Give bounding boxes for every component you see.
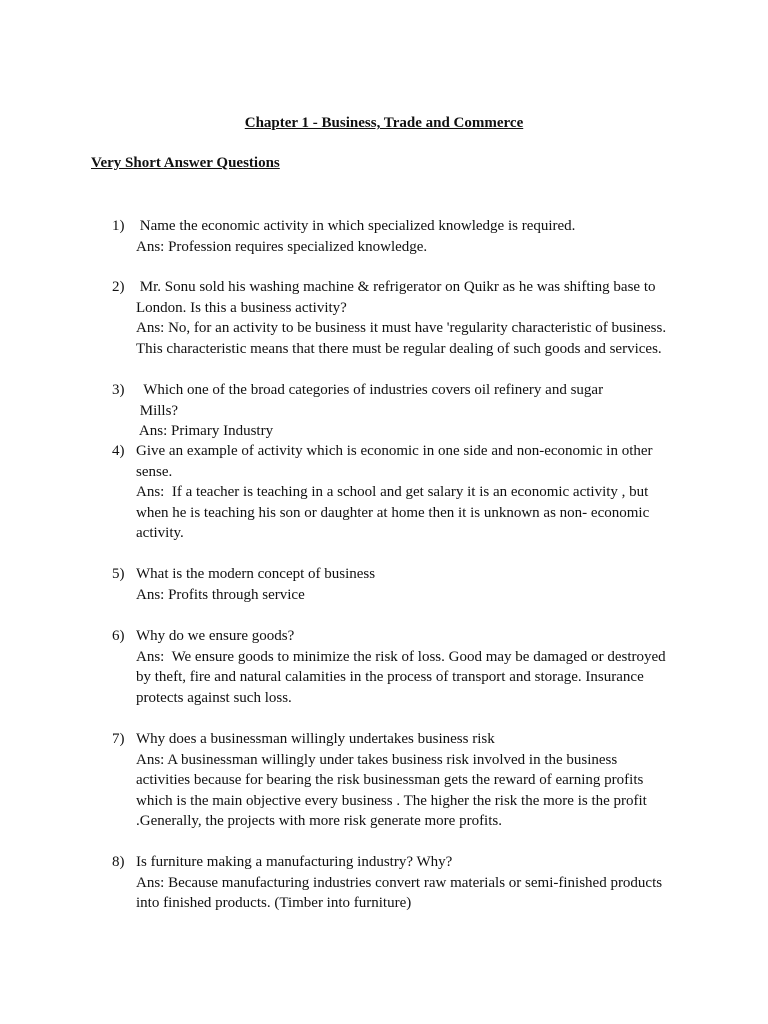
question-body <box>136 380 672 442</box>
answer-line: activity. <box>136 525 184 541</box>
question-line: Mr. Sonu sold his washing machine & refrigerator on Quikr as he was shifting base to <box>136 279 656 295</box>
question-line: Why do we ensure goods? <box>136 628 295 644</box>
answer-line: which is the main objective every business . The higher the risk the more is the profit <box>136 792 647 809</box>
question-number: 7) <box>112 731 125 747</box>
answer-line: activities because for bearing the risk businessman gets the reward of earning profits <box>136 772 644 788</box>
answer-line: This characteristic means that there must be regular dealing of such goods and services. <box>136 340 662 357</box>
answer-line: Ans: Because manufacturing industries convert raw materials or semi-finished products <box>136 874 663 891</box>
section-heading: Very Short Answer Questions <box>91 155 280 171</box>
question-number: 2) <box>112 279 125 295</box>
question-number: 8) <box>112 854 125 870</box>
question-body <box>136 729 672 832</box>
answer-line: protects against such loss. <box>136 689 292 706</box>
question-body <box>136 216 672 257</box>
question-line: Is furniture making a manufacturing industry? Why? <box>136 854 453 870</box>
question-line: Mills? <box>136 402 179 419</box>
question-body <box>136 626 672 708</box>
answer-line: by theft, fire and natural calamities in the process of transport and storage. Insurance <box>136 669 644 685</box>
question-item-3 <box>112 380 672 442</box>
question-item-6 <box>112 626 672 708</box>
question-body <box>136 277 672 359</box>
answer-line: .Generally, the projects with more risk generate more profits. <box>136 813 502 829</box>
question-line: Name the economic activity in which specialized knowledge is required. <box>136 218 576 234</box>
question-line: Give an example of activity which is economic in one side and non-economic in other <box>136 443 653 459</box>
question-number: 6) <box>112 628 125 644</box>
answer-line: Ans: We ensure goods to minimize the risk of loss. Good may be damaged or destroyed <box>136 648 666 665</box>
answer-line: Ans: Profits through service <box>136 586 305 603</box>
question-item-4 <box>112 441 672 544</box>
answer-line: Ans: If a teacher is teaching in a school and get salary it is an economic activity , but <box>136 484 649 500</box>
answer-line: Ans: No, for an activity to be business it must have 'regularity characteristic of business. <box>136 320 667 336</box>
question-item-5 <box>112 564 672 605</box>
question-body <box>136 441 672 544</box>
page-title: Chapter 1 - Business, Trade and Commerce <box>244 115 524 131</box>
question-item-7 <box>112 729 672 832</box>
question-item-8 <box>112 852 672 914</box>
answer-line: Ans: Primary Industry <box>136 423 274 439</box>
question-number: 5) <box>112 566 125 582</box>
question-line: London. Is this a business activity? <box>136 299 347 316</box>
answer-line: Ans: A businessman willingly under takes business risk involved in the business <box>136 751 618 768</box>
question-line: Which one of the broad categories of industries covers oil refinery and sugar <box>136 382 604 398</box>
question-item-2 <box>112 277 672 359</box>
question-line: Why does a businessman willingly undertakes business risk <box>136 731 495 747</box>
answer-line: into finished products. (Timber into furniture) <box>136 895 412 911</box>
question-body <box>136 564 672 605</box>
question-number: 1) <box>112 218 125 234</box>
question-item-1 <box>112 216 672 257</box>
question-line: What is the modern concept of business <box>136 566 376 582</box>
answer-line: when he is teaching his son or daughter at home then it is unknown as non- economic <box>136 504 650 521</box>
question-line: sense. <box>136 463 173 480</box>
answer-line: Ans: Profession requires specialized knowledge. <box>136 238 428 255</box>
question-body <box>136 852 672 914</box>
question-number: 4) <box>112 443 125 459</box>
question-number: 3) <box>112 382 125 398</box>
